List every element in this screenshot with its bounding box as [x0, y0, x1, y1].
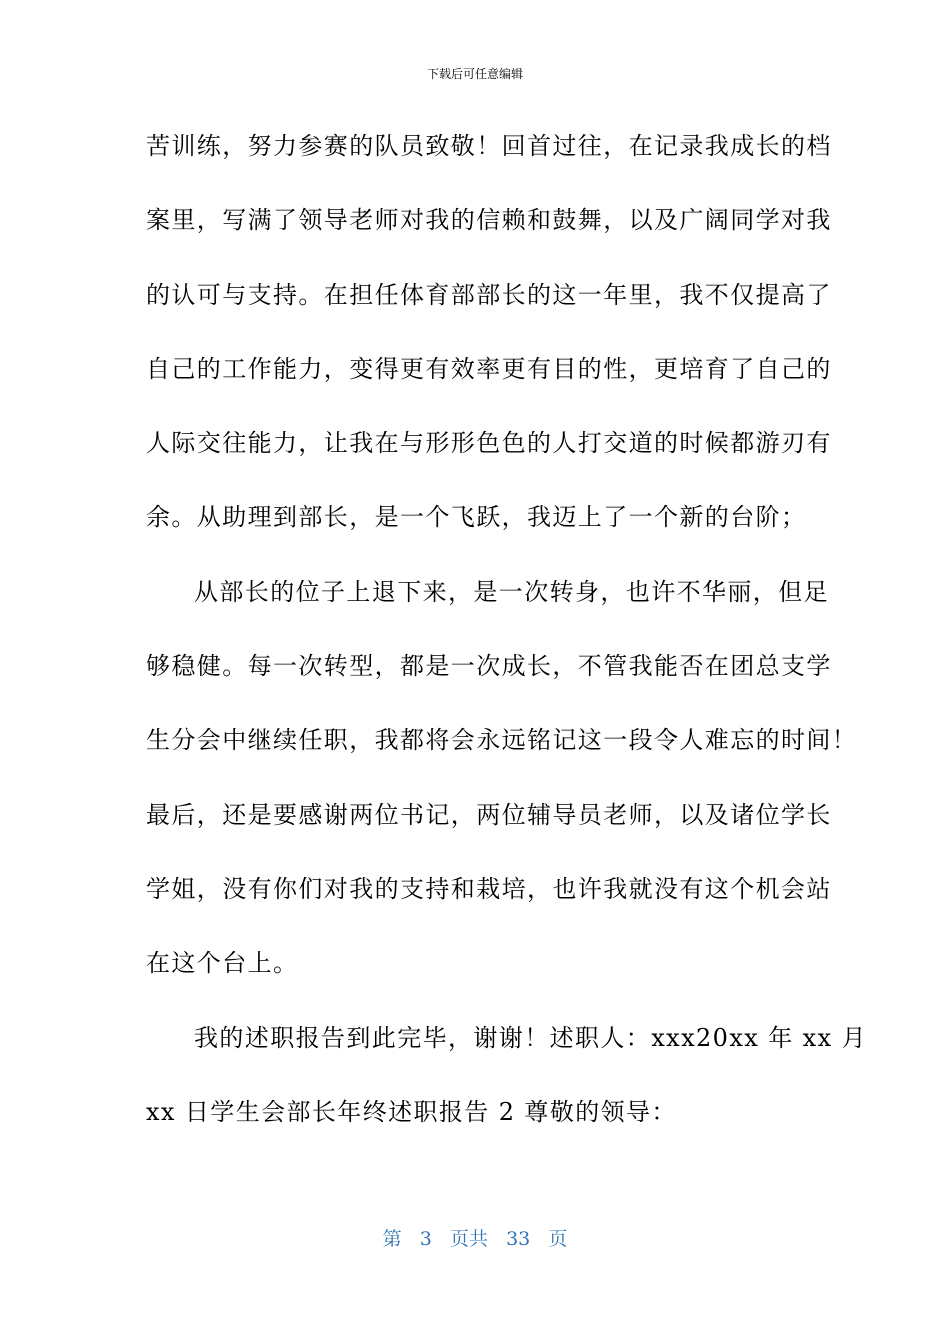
body-line-1: 苦训练，努力参赛的队员致敬！回首过往，在记录我成长的档: [146, 132, 832, 160]
body-line-9: 生分会中继续任职，我都将会永远铭记这一段令人难忘的时间！: [146, 726, 858, 755]
header-note: 下载后可任意编辑: [426, 67, 523, 81]
document-body: [146, 126, 867, 1166]
body-line-3: 的认可与支持。在担任体育部部长的这一年里，我不仅提高了: [146, 280, 832, 309]
body-line-6: 余。从助理到部长，是一个飞跃，我迈上了一个新的台阶；: [146, 503, 807, 532]
body-line-11: 学姐，没有你们对我的支持和栽培，也许我就没有这个机会站: [146, 874, 832, 903]
footer-middle: 页共: [449, 1228, 488, 1250]
page-footer: [0, 1226, 950, 1252]
body-line-12: 在这个台上。: [146, 949, 299, 978]
body-line-10: 最后，还是要感谢两位书记，两位辅导员老师，以及诸位学长: [146, 800, 832, 829]
body-line-7: 从部长的位子上退下来，是一次转身，也许不华丽，但足: [194, 577, 829, 606]
footer-total-pages: 33: [506, 1228, 531, 1250]
body-line-4: 自己的工作能力，变得更有效率更有目的性，更培育了自己的: [146, 354, 832, 383]
body-line-13: 我的述职报告到此完毕，谢谢！述职人：xxx20xx 年 xx 月: [194, 1023, 867, 1052]
footer-prefix: 第: [382, 1228, 402, 1250]
body-line-2: 案里，写满了领导老师对我的信赖和鼓舞，以及广阔同学对我: [146, 206, 832, 235]
footer-current-page: 3: [419, 1228, 432, 1250]
body-line-14: xx 日学生会部长年终述职报告 2 尊敬的领导：: [146, 1097, 677, 1126]
body-line-5: 人际交往能力，让我在与形形色色的人打交道的时候都游刃有: [146, 429, 832, 458]
footer-suffix: 页: [548, 1228, 568, 1250]
body-line-8: 够稳健。每一次转型，都是一次成长，不管我能否在团总支学: [146, 652, 832, 681]
